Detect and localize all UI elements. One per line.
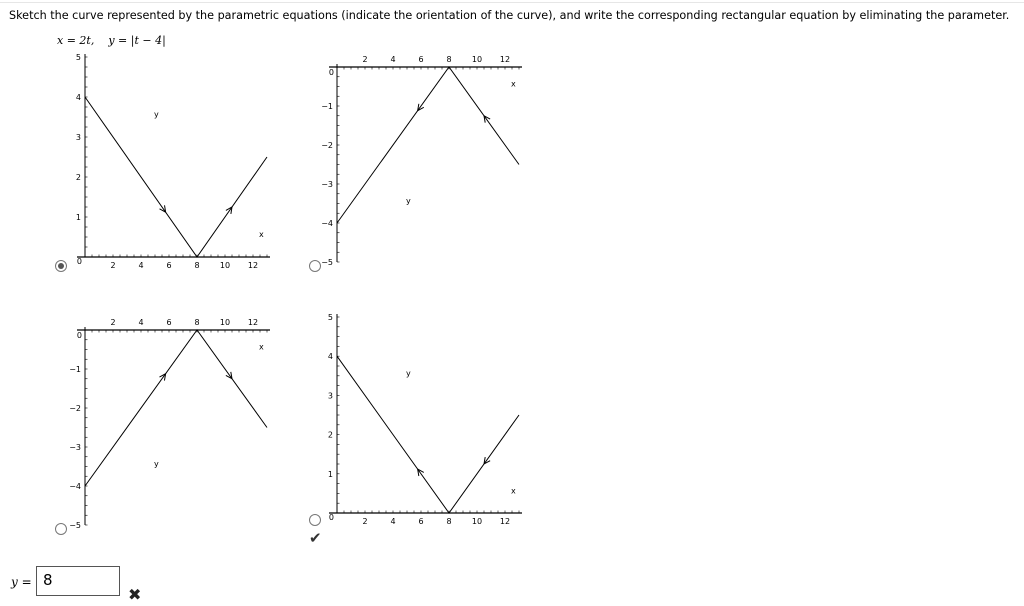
graph-d-x-tick-label: 8: [446, 517, 452, 526]
graph-d-x-axis-label: x: [511, 486, 516, 496]
y-equation-rhs: |t − 4|: [130, 34, 166, 47]
graph-c-y-tick-label: −5: [69, 521, 81, 530]
graph-c-x-tick-label: 2: [110, 318, 116, 327]
graph-b-y-axis-label: y: [406, 196, 411, 206]
graph-b-x-tick-label: 4: [390, 55, 396, 64]
graph-a-x-tick-label: 6: [166, 261, 172, 270]
graph-b-y-tick-label: −3: [321, 180, 333, 189]
graph-d-y-tick-label: 5: [327, 313, 333, 322]
correct-check-icon: ✔: [309, 529, 322, 547]
graph-b-x-tick-label: 6: [418, 55, 424, 64]
graph-a-x-tick-label: 10: [219, 261, 231, 270]
graph-b-x-tick-label: 8: [446, 55, 452, 64]
option-d-radio[interactable]: [309, 514, 321, 526]
graph-a-origin-label: 0: [76, 257, 82, 266]
x-equation-rhs: 2t,: [79, 34, 95, 47]
graph-c-x-tick-label: 4: [138, 318, 144, 327]
option-b-radio[interactable]: [309, 260, 321, 272]
graph-d-x-tick-label: 2: [362, 517, 368, 526]
incorrect-x-icon: ✖: [128, 585, 142, 604]
graph-b-x-tick-label: 10: [471, 55, 483, 64]
answer-equals: =: [17, 575, 32, 589]
graph-d-curve: [337, 356, 519, 513]
graph-d-y-axis-label: y: [406, 368, 411, 378]
graph-a-x-tick-label: 8: [194, 261, 200, 270]
graph-a-curve: [85, 97, 267, 257]
graph-d-x-tick-label: 12: [499, 517, 511, 526]
answer-input[interactable]: 8: [36, 566, 120, 596]
graph-c-y-axis-label: y: [154, 459, 159, 469]
graph-b-y-tick-label: −5: [321, 258, 333, 267]
graph-d-y-tick-label: 3: [327, 391, 333, 401]
option-a-radio[interactable]: [55, 260, 67, 272]
graph-b-x-tick-label: 2: [362, 55, 368, 64]
graph-a-orientation-arrow: [226, 207, 232, 214]
graph-c-x-tick-label: 12: [247, 318, 259, 327]
graph-a-x-tick-label: 12: [247, 261, 259, 270]
graph-a-x-axis-label: x: [259, 230, 264, 239]
graph-c-origin-label: 0: [76, 331, 82, 340]
graph-b-y-tick-label: −4: [321, 219, 333, 228]
graph-c-x-tick-label: 6: [166, 318, 172, 327]
graph-b-x-tick-label: 12: [499, 55, 511, 64]
graph-c-y-tick-label: −2: [69, 404, 81, 413]
graph-c-x-tick-label: 10: [219, 318, 231, 327]
graph-d-y-tick-label: 2: [327, 430, 333, 440]
graph-c-y-tick-label: −4: [69, 482, 81, 491]
graph-a-y-tick-label: 2: [75, 173, 81, 182]
graph-a-orientation-arrow: [160, 205, 166, 212]
question-prompt: Sketch the curve represented by the parametric equations (indicate the orientation of the curve), and write the corresponding rectangular equation by eliminating the parameter.: [9, 9, 1010, 22]
graph-b-y-tick-label: −2: [321, 141, 333, 150]
graph-b-y-tick-label: −1: [321, 102, 333, 111]
graph-a-y-tick-label: 4: [75, 93, 81, 102]
graph-c-y-tick-label: −1: [69, 365, 81, 374]
graph-c-curve: [85, 330, 267, 486]
graph-b-origin-label: 0: [328, 68, 334, 77]
graph-d-origin-label: 0: [328, 513, 334, 522]
x-equation-lhs: x =: [57, 34, 80, 47]
graph-c-y-tick-label: −3: [69, 443, 81, 452]
option-c-radio[interactable]: [55, 523, 67, 535]
graph-d-x-tick-label: 4: [390, 517, 396, 526]
graph-a-y-tick-label: 3: [75, 133, 81, 142]
y-equation-lhs: y =: [108, 34, 131, 47]
graph-a-y-axis-label: y: [154, 110, 159, 119]
graph-d-x-tick-label: 6: [418, 517, 424, 526]
graph-d-y-tick-label: 4: [327, 352, 333, 362]
answer-label: [11, 575, 32, 589]
graph-a-x-tick-label: 4: [138, 261, 144, 270]
graph-d-y-tick-label: 1: [327, 469, 333, 479]
graph-d-x-tick-label: 10: [471, 517, 483, 526]
graph-a-x-tick-label: 2: [110, 261, 116, 270]
graph-b-curve: [337, 67, 519, 223]
graph-c-x-axis-label: x: [259, 342, 264, 352]
graph-a-y-tick-label: 5: [75, 53, 81, 62]
graph-c-x-tick-label: 8: [194, 318, 200, 327]
answer-var: y: [11, 575, 18, 589]
graph-b-x-axis-label: x: [511, 79, 516, 89]
graph-a-y-tick-label: 1: [75, 213, 81, 222]
